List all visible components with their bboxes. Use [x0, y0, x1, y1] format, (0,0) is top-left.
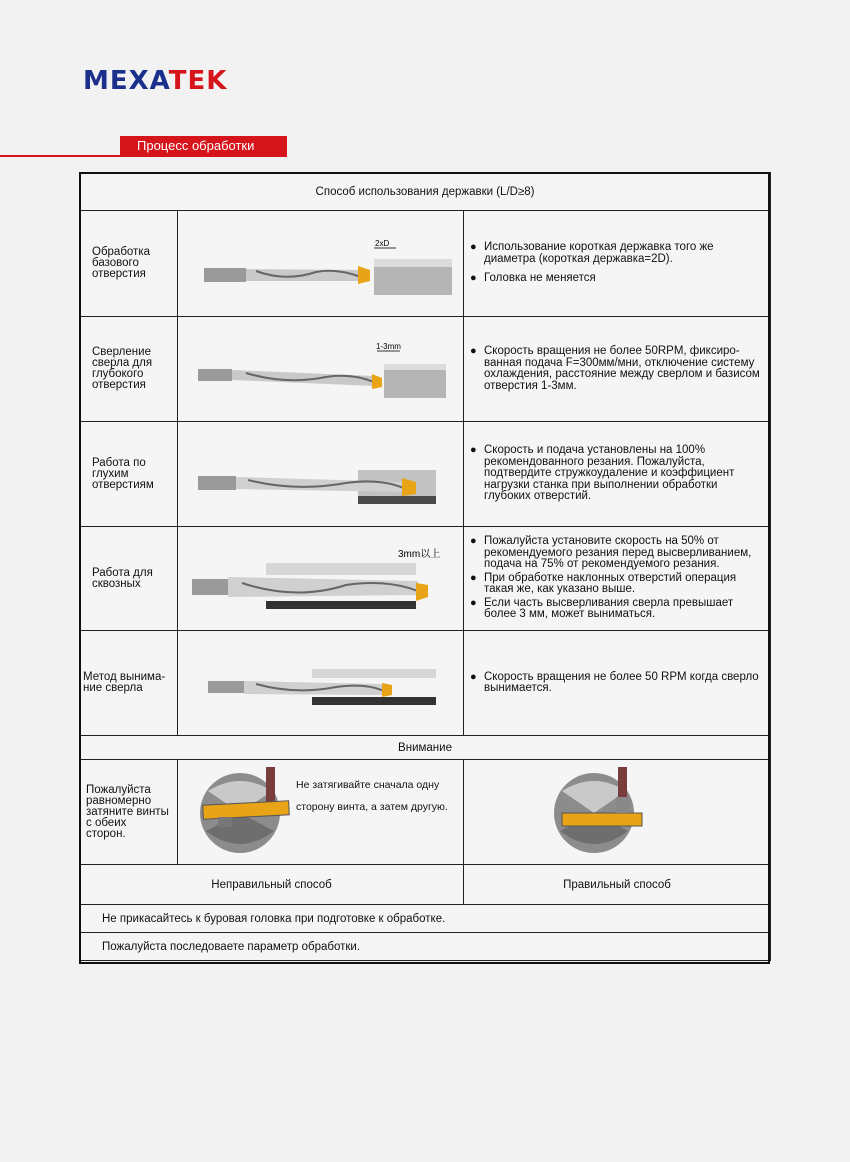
note: Пожалуйста последоваете параметр обработки. — [80, 933, 771, 961]
row-label: Пожалуйста равномерно затяните винты с обеих сторон. — [80, 760, 178, 865]
bullet: ● Если часть высверливания сверла превышает более 3 мм, может выниматься. — [470, 598, 764, 621]
drill-diagram — [178, 317, 464, 422]
drill-diagram — [178, 527, 464, 631]
usage-table — [79, 172, 771, 961]
table-header: Способ использования державки (L/D≥8) — [80, 173, 771, 211]
bullet: ● Скорость и подача установлены на 100% рекомендованного резания. Пожалуйста, подтвердите стружкоудаление и коэффициент нагрузки станка при выполнении обработки глубоких отверстий. — [470, 445, 764, 503]
table-row — [80, 211, 771, 317]
wrong-way-label: Неправильный способ — [80, 865, 464, 905]
row-label: Обработка базового отверстия — [80, 211, 178, 317]
dim-label: 3mm以上 — [397, 548, 440, 560]
row-description — [464, 317, 771, 422]
section-title: Процесс обработки — [120, 136, 287, 156]
table-row — [80, 527, 771, 631]
screw-wrong-diagram — [178, 760, 464, 865]
row-label: Сверление сверла для глубокого отверстия — [80, 317, 178, 422]
table-row — [80, 422, 771, 527]
dim-label: 1-3mm — [375, 342, 401, 351]
bullet: ● Скорость вращения не более 50RPM, фиксиро-ванная подача F=300мм/мни, отключение систему охлаждения, расстояние между сверлом и базисом отверстия 1-3мм. — [470, 346, 764, 392]
dim-label: 2xD — [374, 238, 389, 248]
logo-part-b: TEK — [168, 66, 228, 96]
row-description — [464, 422, 771, 527]
bullet: ● Пожалуйста установите скорость на 50% от рекомендуемого резания перед высверливанием, подача на 75% от рекомендуемого резания. — [470, 536, 764, 571]
table-row — [80, 760, 771, 865]
note: Не прикасайтесь к буровая головка при подготовке к обработке. — [80, 905, 771, 933]
right-way-label: Правильный способ — [464, 865, 771, 905]
row-description — [464, 631, 771, 736]
row-label: Работа по глухим отверстиям — [80, 422, 178, 527]
drill-diagram — [178, 422, 464, 527]
attention-heading: Внимание — [80, 736, 771, 760]
row-label: Работа для сквозных — [80, 527, 178, 631]
table-row — [80, 317, 771, 422]
bullet: ● При обработке наклонных отверстий операция такая же, как указано выше. — [470, 573, 764, 596]
row-description — [464, 211, 771, 317]
drill-diagram — [178, 631, 464, 736]
bullet: ● Использование короткая державка того же диаметра (короткая державка=2D). — [470, 242, 764, 265]
screw-right-diagram — [464, 760, 771, 865]
bullet: ● Головка не меняется — [470, 273, 764, 285]
row-description — [464, 527, 771, 631]
row-label: Метод вынима-ние сверла — [80, 631, 178, 736]
brand-logo — [83, 66, 227, 96]
table-row — [80, 631, 771, 736]
logo-part-a: MEXA — [83, 66, 169, 96]
screw-note: Не затягивайте сначала одну сторону винта, а затем другую. — [296, 779, 448, 813]
bullet: ● Скорость вращения не более 50 RPM когда сверло вынимается. — [470, 672, 764, 695]
drill-diagram — [178, 211, 464, 317]
